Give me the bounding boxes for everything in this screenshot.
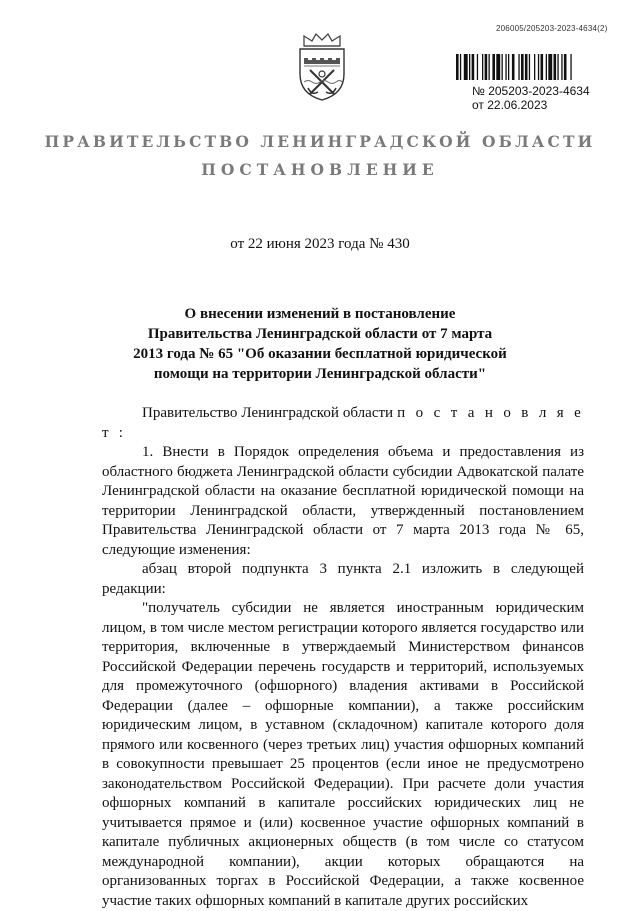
barcode-bar [477,54,478,80]
barcode-bar [548,54,552,80]
barcode-bar [554,54,557,80]
registration-number: № 205203-2023-4634 [472,84,590,98]
intro-paragraph [102,404,584,443]
barcode-bar [485,54,488,80]
resolution-title [120,304,520,384]
barcode-bar [464,54,468,80]
barcode-bar [564,54,567,80]
barcode-bar [518,54,519,80]
registration-code: 206005/205203-2023-4634(2) [496,24,608,33]
barcode-bar [521,54,524,80]
barcode-bar [492,54,495,80]
barcode-bar [570,54,571,80]
barcode-bar [512,54,515,80]
barcode [456,54,612,80]
title-line: Правительства Ленинградской области от 7 марта [147,326,493,342]
document-body [102,404,584,911]
registration-date: от 22.06.2023 [472,98,548,112]
barcode-bar [561,54,562,80]
barcode-bar [529,54,530,80]
barcode-bar [546,54,547,80]
barcode-bar [538,54,539,80]
intro-subject: Правительство Ленинградской области [142,405,394,421]
government-name: ПРАВИТЕЛЬСТВО ЛЕНИНГРАДСКОЙ ОБЛАСТИ [44,132,596,151]
intro-verb: п о с т а н о в л я е т : [102,405,584,441]
barcode-bar [508,54,509,80]
barcode-bar [469,54,470,80]
barcode-bar [482,54,483,80]
barcode-bar [489,54,490,80]
resolution-date-number: от 22 июня 2023 года № 430 [230,236,410,252]
barcode-bar [456,54,459,80]
barcode-bar [472,54,475,80]
document-type: ПОСТАНОВЛЕНИЕ [201,160,439,179]
barcode-bar [502,54,503,80]
title-line: помощи на территории Ленинградской области" [153,366,487,382]
barcode-bar [534,54,535,80]
barcode-bar [505,54,506,80]
barcode-bar [460,54,461,80]
title-line: О внесении изменений в постановление [184,306,456,322]
barcode-bar [525,54,528,80]
registration-stamp [472,84,590,112]
item-1-paragraph: 1. Внести в Порядок определения объема и предоставления из областного бюджета Ленинградской области субсидии Адвокатской палате Ленинградской области на оказание бесплатной юридической помощи на территории Ленинградской области, утвержденный постановлением Правительства Ленинградской области от 7 марта 2013 года № 65, следующие изменения: [102,444,584,558]
item-1-sub-paragraph: абзац второй подпункта 3 пункта 2.1 изложить в следующей редакции: [102,561,584,597]
barcode-bar [541,54,544,80]
barcode-bar [496,54,500,80]
quoted-paragraph: "получатель субсидии не является иностранным юридическим лицом, в том числе местом регистрации которого является государство или территория, включенные в утверждаемый Министерством финансов Российской Федерации перечень государств и территорий, используемых для промежуточного (офшорного) владения активами в Российской Федерации (далее – офшорные компании), а также российским юридическим лицом, в уставном (складочном) капитале которого доля прямого или косвенного (через третьих лиц) участия офшорных компаний в совокупности превышает 25 процентов (если иное не предусмотрено законодательством Российской Федерации). При расчете доли участия офшорных компаний в капитале российских юридических лиц не учитывается прямое и (или) косвенное участие офшорных компаний в капитале публичных акционерных обществ (в том числе со статусом международной компании), акции которых обращаются на организованных торгах в Российской Федерации, а также косвенное участие таких офшорных компаний в капитале других российских [102,600,584,909]
coat-of-arms-icon [290,32,354,102]
title-line: 2013 года № 65 "Об оказании бесплатной юридической [133,346,507,362]
barcode-bar [557,54,558,80]
